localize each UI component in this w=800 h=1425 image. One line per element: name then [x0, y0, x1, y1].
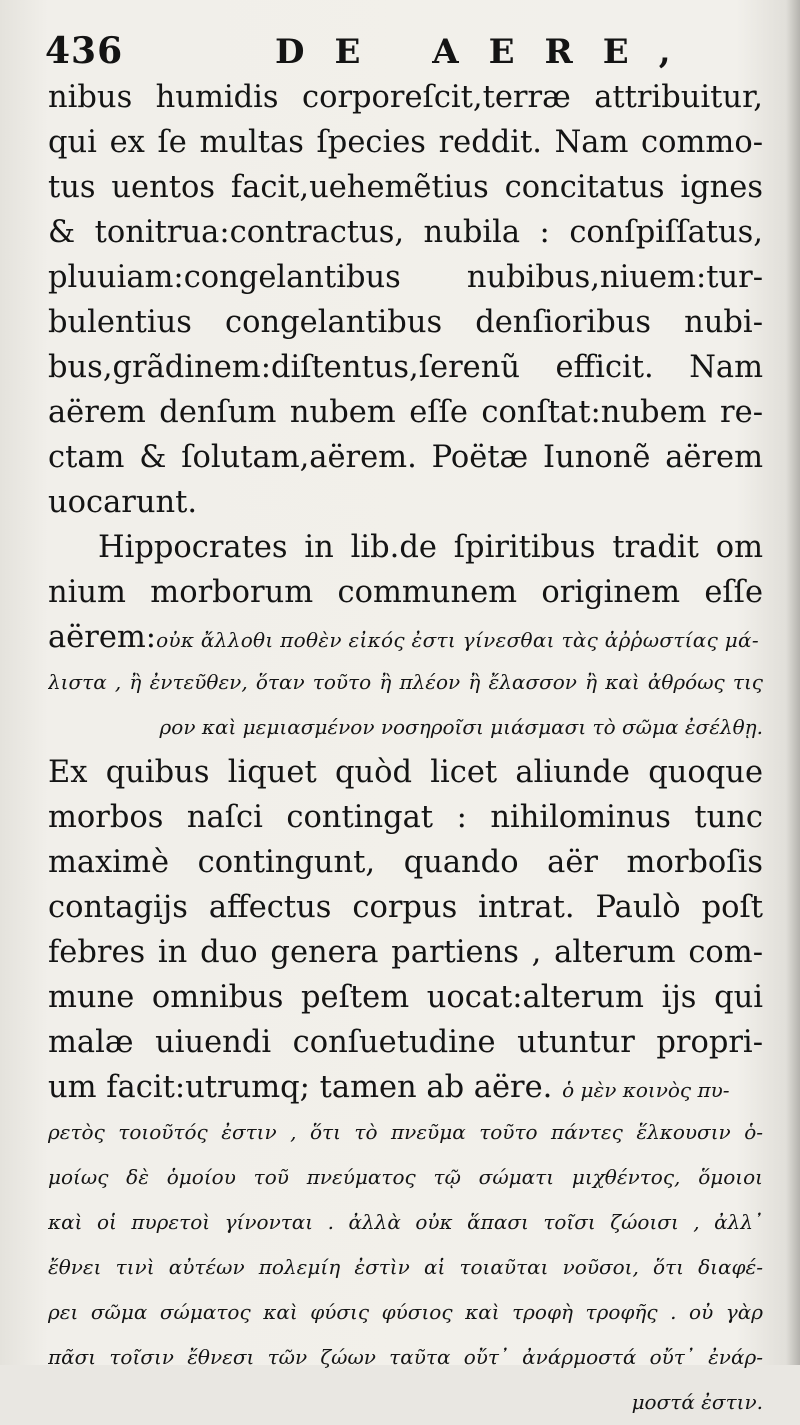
text-line: ctam & ſolutam,aërem. Poëtæ Iunonẽ aërem [48, 440, 763, 475]
text-line: Hippocrates in lib.de ſpiritibus tradit om [98, 530, 763, 565]
text-fragment: aërem: [48, 620, 157, 655]
text-line: tus uentos facit,uehemẽtius concitatus ignes [48, 170, 763, 205]
text-line: bus,grãdinem:diſtentus,ſerenũ efficit. Nam [48, 350, 763, 385]
text-line: contagijs affectus corpus intrat. Paulò poſt [48, 890, 763, 925]
text-line-with-greek [48, 1065, 763, 1110]
text-line: nium morborum communem originem eſſe [48, 575, 763, 610]
paragraph-3 [48, 750, 763, 1425]
greek-quotation-fragment: ὁ μὲν κοινὸς πυ- [562, 1078, 730, 1102]
paragraph-1 [48, 75, 763, 525]
greek-quotation-line: ρον καὶ μεμιασμένον νοσηροῖσι μιάσμασι τὸ σῶμα ἐσέλθῃ. [159, 715, 763, 739]
text-line: bulentius congelantibus denſioribus nubi- [48, 305, 763, 340]
greek-quotation-line: μοστά ἐστιν. [631, 1390, 763, 1414]
greek-quotation-line: ρει σῶμα σώματος καὶ φύσις φύσιος καὶ τροφὴ τροφῆς . οὐ γὰρ [48, 1300, 763, 1324]
text-line: aërem denſum nubem eſſe conſtat:nubem re- [48, 395, 763, 430]
text-line: maximè contingunt, quando aër morboſis [48, 845, 763, 880]
text-line: Ex quibus liquet quòd licet aliunde quoque [48, 755, 763, 790]
text-line: morbos naſci contingat : nihilominus tunc [48, 800, 763, 835]
text-fragment: um facit:utrumq; tamen ab aëre. [48, 1070, 553, 1105]
text-line: mune omnibus peſtem uocat:alterum ijs qui [48, 980, 763, 1015]
page-edge-shadow [786, 0, 800, 1365]
text-line: qui ex ſe multas ſpecies reddit. Nam commo- [48, 125, 763, 160]
paragraph-2 [48, 525, 763, 750]
greek-quotation-line: ρετὸς τοιοῦτός ἐστιν , ὅτι τὸ πνεῦμα τοῦτο πάντες ἕλκουσιν ὁ- [48, 1120, 763, 1144]
text-line: nibus humidis corporeſcit,terræ attribuitur, [48, 80, 763, 115]
text-body [48, 75, 763, 1425]
greek-quotation-line: πᾶσι τοῖσιν ἔθνεσι τῶν ζώων ταῦτα οὔτ᾽ ἀνάρμοστά οὔτ᾽ ἐνάρ- [48, 1345, 763, 1369]
greek-quotation-line: καὶ οἱ πυρετοὶ γίνονται . ἀλλὰ οὐκ ἅπασι τοῖσι ζώοισι , ἀλλ᾽ [48, 1210, 763, 1234]
greek-quotation-line: λιστα , ἢ ἐντεῦθεν, ὅταν τοῦτο ἢ πλέον ἢ ἔλασσον ἢ καὶ ἀθρόως τις [48, 670, 763, 694]
text-line: & tonitrua:contractus, nubila : conſpiſſatus, [48, 215, 763, 250]
text-line-with-greek [48, 615, 763, 660]
text-line: uocarunt. [48, 485, 198, 520]
running-head: DE AERE, [275, 32, 701, 72]
text-line: malæ uiuendi conſuetudine utuntur propri- [48, 1025, 763, 1060]
text-line: febres in duo genera partiens , alterum com- [48, 935, 763, 970]
greek-quotation-line: ἔθνει τινὶ αὐτέων πολεμίη ἐστὶν αἱ τοιαῦται νοῦσοι, ὅτι διαφέ- [48, 1255, 763, 1279]
page-number: 436 [45, 30, 124, 72]
greek-quotation-line: μοίως δὲ ὁμοίου τοῦ πνεύματος τῷ σώματι μιχθέντος, ὅμοιοι [48, 1165, 763, 1189]
greek-quotation-fragment: οὐκ ἄλλοθι ποθὲν εἰκός ἐστι γίνεσθαι τὰς ἀῤῥωστίας μά- [156, 628, 759, 652]
text-line: pluuiam:congelantibus nubibus,niuem:tur- [48, 260, 763, 295]
